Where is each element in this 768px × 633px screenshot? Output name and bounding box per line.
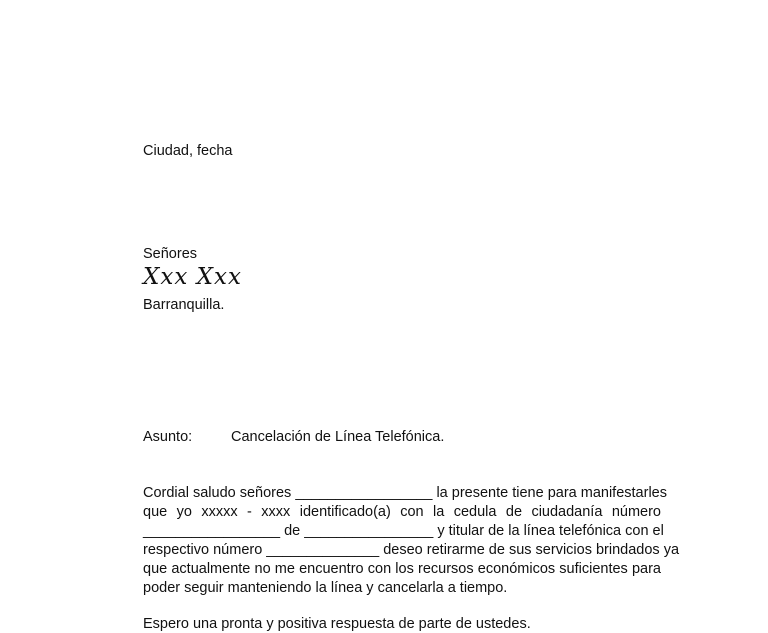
salutation: Señores [143, 246, 198, 262]
closing-line: Espero una pronta y positiva respuesta de parte de ustedes. [143, 616, 531, 632]
recipient-place: Barranquilla. [143, 297, 225, 313]
body-paragraph [143, 484, 680, 598]
body-line: _________________ de ________________ y titular de la línea telefónica con el [143, 523, 664, 539]
subject-line [143, 428, 444, 446]
body-line: que yo xxxxx - xxxx identificado(a) con la cedula de ciudadanía número [143, 504, 661, 520]
city-date: Ciudad, fecha [143, 143, 233, 159]
subject-text: Cancelación de Línea Telefónica. [231, 429, 445, 445]
recipient-name: Xxx Xxx [143, 264, 242, 290]
body-line: que actualmente no me encuentro con los recursos económicos suficientes para [143, 561, 661, 577]
body-line: respectivo número ______________ deseo retirarme de sus servicios brindados ya [143, 542, 680, 558]
subject-label: Asunto: [143, 429, 193, 445]
body-line: poder seguir manteniendo la línea y cancelarla a tiempo. [143, 580, 508, 596]
body-line: Cordial saludo señores _________________ la presente tiene para manifestarles [143, 485, 667, 501]
